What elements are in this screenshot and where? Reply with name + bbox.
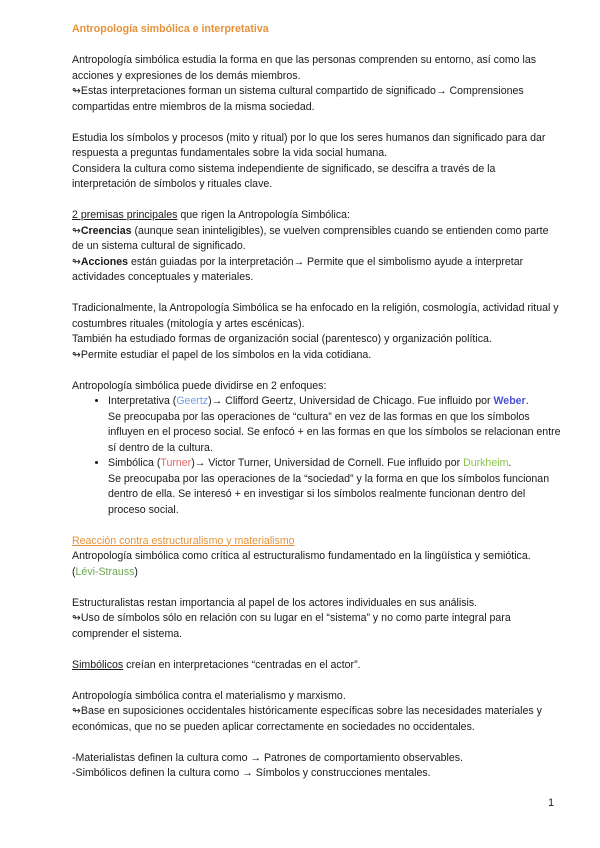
intro-paragraph: Antropología simbólica estudia la forma en que las personas comprenden su entorno, así como las acciones y expresiones de los demás miembros. xyxy=(72,54,537,82)
author-geertz: Geertz xyxy=(176,395,209,407)
tradition-paragraph-2: También ha estudiado formas de organización social (parentesco) y organización política. xyxy=(72,333,492,345)
structuralists-note: ↬Uso de símbolos sólo en relación con su lugar en el “sistema” y no como parte integral para comprender el sistema. xyxy=(72,612,511,640)
tradition-note: ↬Permite estudiar el papel de los símbolos en la vida cotidiana. xyxy=(72,348,372,361)
document-title: Antropología simbólica e interpretativa xyxy=(72,23,269,35)
study-paragraph-2: Considera la cultura como sistema independiente de significado, se descifra a través de la interpretación de símbolos y rituales clave. xyxy=(72,162,496,190)
premise-actions: ↬Acciones están guiadas por la interpretación→ Permite que el simbolismo ayude a interpretar actividades conceptuales y materiales. xyxy=(72,255,524,283)
reaction-heading: Reacción contra estructuralismo y materialismo xyxy=(72,534,295,547)
approach-description: Se preocupaba por las operaciones de la “sociedad” y la forma en que los símbolos funcionan dentro de ella. Se interesó + en investigar si los símbolos realmente funcionan dentro del proceso social. xyxy=(108,472,550,516)
influence-durkheim: Durkheim xyxy=(463,457,509,469)
premise-beliefs-term: Creencias xyxy=(80,224,132,237)
intro-note: ↬Estas interpretaciones forman un sistema cultural compartido de significado→ Comprensiones compartidas entre miembros de la misma sociedad. xyxy=(72,85,524,113)
premise-beliefs: ↬Creencias (aunque sean ininteligibles), se vuelven comprensibles cuando se entienden como parte de un sistema cultural de significado. xyxy=(72,224,549,252)
premises-underlined: 2 premisas principales xyxy=(72,209,178,221)
premises-intro: 2 premisas principales que rigen la Antropología Simbólica: xyxy=(72,209,350,221)
premise-actions-term: Acciones xyxy=(80,255,128,268)
materialism-note: ↬Base en suposiciones occidentales históricamente específicas sobre las necesidades materiales y económicas, que no se pueden aplicar correctamente en sociedades no occidentales. xyxy=(72,705,542,733)
symbolics-definition: -Simbólicos definen la cultura como → Símbolos y construcciones mentales. xyxy=(72,767,431,779)
approaches-list xyxy=(72,394,562,518)
author-turner: Turner xyxy=(160,457,192,469)
influence-weber: Weber xyxy=(493,395,526,407)
materialists-definition: -Materialistas definen la cultura como → Patrones de comportamiento observables. xyxy=(72,751,463,764)
materialism-paragraph: Antropología simbólica contra el materialismo y marxismo. xyxy=(72,689,346,702)
page-number: 1 xyxy=(548,797,554,809)
reaction-paragraph: Antropología simbólica como crítica al estructuralismo fundamentado en la lingüística y semiótica. (Lévi-Strauss) xyxy=(72,550,531,578)
approach-description: Se preocupaba por las operaciones de “cultura” en vez de las formas en que los símbolos influyen en el proceso social. Se enfocó + en las formas en que los símbolos se relacionan entre sí dentro de la cultura. xyxy=(108,410,561,454)
study-paragraph: Estudia los símbolos y procesos (mito y ritual) por lo que los seres humanos dan significado para dar respuesta a preguntas fundamentales sobre la vida social humana. xyxy=(72,131,546,159)
structuralists-paragraph: Estructuralistas restan importancia al papel de los actores individuales en sus análisis. xyxy=(72,596,478,609)
list-item: • Interpretativa (Geertz)→ Clifford Geertz, Universidad de Chicago. Fue influido por Weber. Se preocupaba por las operaciones de “cultura” en vez de las formas en que los símbolos influyen en el proceso social. Se enfocó + en las formas en que los símbolos se relacionan entre sí dentro de la cultura. xyxy=(108,394,562,456)
document-body xyxy=(72,22,562,782)
author-levi-strauss: Lévi-Strauss xyxy=(75,565,135,578)
symbolic-paragraph: Simbólicos creían en interpretaciones “centradas en el actor”. xyxy=(72,658,361,671)
approaches-intro: Antropología simbólica puede dividirse en 2 enfoques: xyxy=(72,379,327,392)
tradition-paragraph: Tradicionalmente, la Antropología Simbólica se ha enfocado en la religión, cosmología, actividad ritual y costumbres rituales (mitología y artes escénicas). xyxy=(72,302,559,330)
list-item: • Simbólica (Turner)→ Victor Turner, Universidad de Cornell. Fue influido por Durkheim. Se preocupaba por las operaciones de la “sociedad” y la forma en que los símbolos funcionan dentro de ella. Se interesó + en investigar si los símbolos realmente funcionan dentro del proceso social. xyxy=(108,456,562,518)
symbolic-underlined: Simbólicos xyxy=(72,658,124,671)
